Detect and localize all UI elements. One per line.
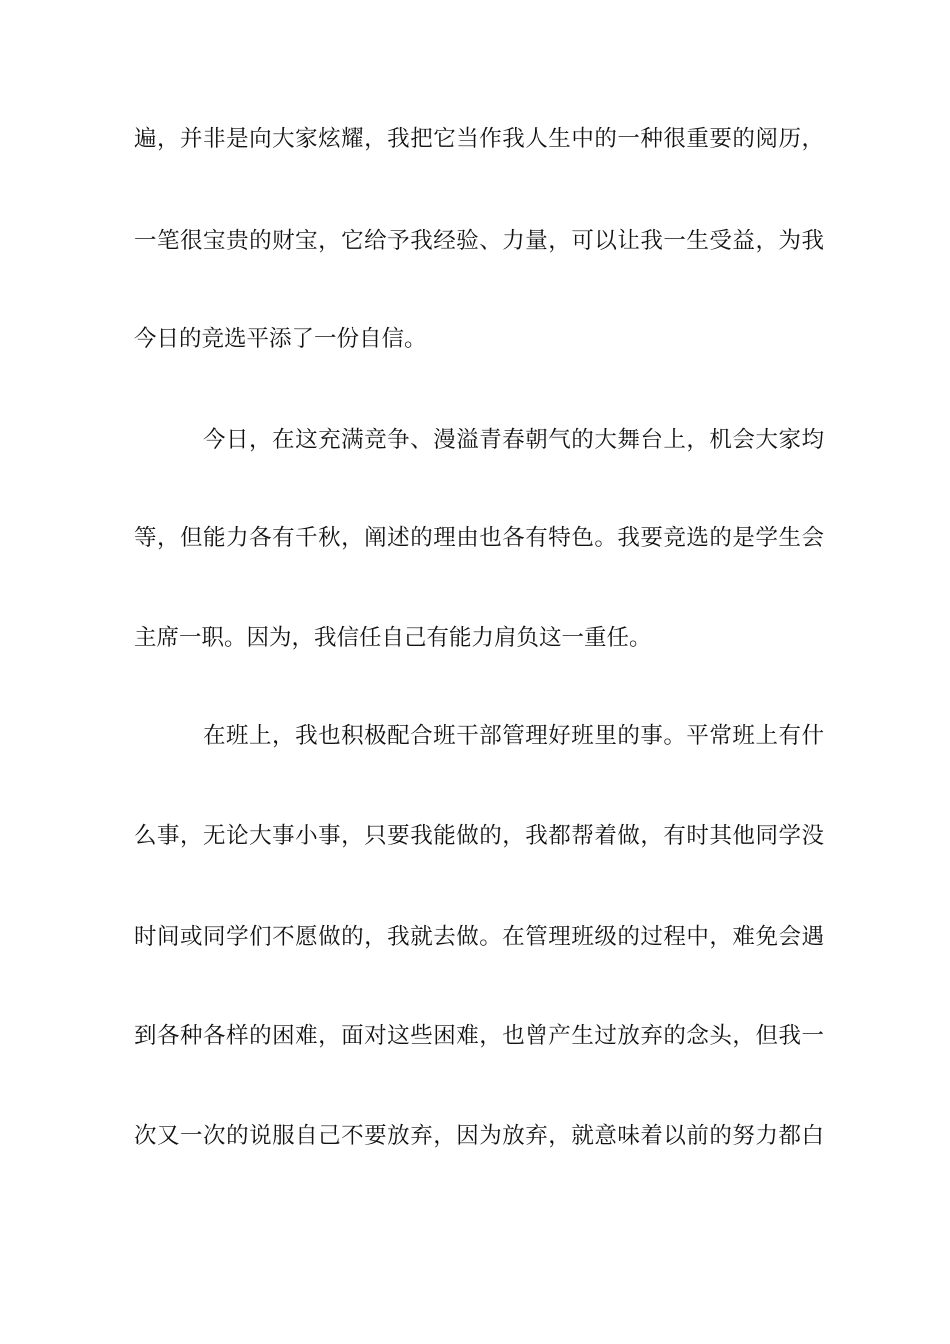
paragraph-first-line: 今日，在这充满竞争、漫溢青春朝气的大舞台上，机会大家均 <box>203 427 824 453</box>
text-line: 么事，无论大事小事，只要我能做的，我都帮着做，有时其他同学没 <box>134 823 824 849</box>
text-line: 今日的竞选平添了一份自信。 <box>134 326 427 352</box>
text-line: 等，但能力各有千秋，阐述的理由也各有特色。我要竞选的是学生会 <box>134 525 824 551</box>
text-line: 次又一次的说服自己不要放弃，因为放弃，就意味着以前的努力都白 <box>134 1123 824 1149</box>
text-line: 遍，并非是向大家炫耀，我把它当作我人生中的一种很重要的阅历， <box>134 126 824 152</box>
text-line: 时间或同学们不愿做的，我就去做。在管理班级的过程中，难免会遇 <box>134 924 824 950</box>
text-line: 到各种各样的困难，面对这些困难，也曾产生过放弃的念头，但我一 <box>134 1023 824 1049</box>
paragraph-first-line: 在班上，我也积极配合班干部管理好班里的事。平常班上有什 <box>203 723 824 749</box>
text-line: 主席一职。因为，我信任自己有能力肩负这一重任。 <box>134 625 652 651</box>
text-line: 一笔很宝贵的财宝，它给予我经验、力量，可以让我一生受益，为我 <box>134 228 824 254</box>
